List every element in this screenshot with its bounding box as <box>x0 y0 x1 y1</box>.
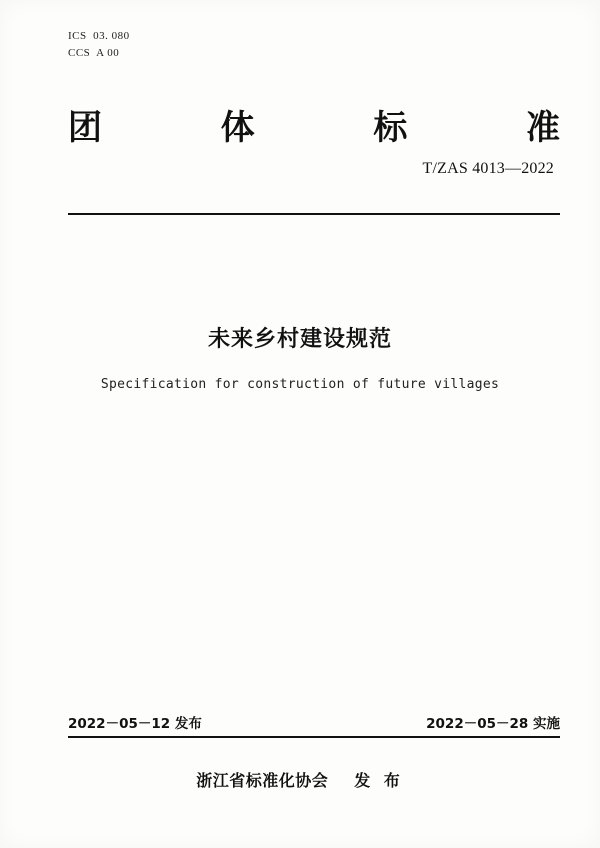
title-char-4: 准 <box>525 108 560 148</box>
implementation-date: 2022－05－28 实施 <box>426 716 560 732</box>
document-title-chinese: 未来乡村建设规范 <box>207 327 392 352</box>
ics-code: ICS 03. 080 <box>68 30 130 42</box>
title-char-3: 标 <box>373 108 408 148</box>
title-char-2: 体 <box>220 108 255 148</box>
publisher-line <box>0 768 600 791</box>
standard-number: T/ZAS 4013—2022 <box>422 160 554 177</box>
publisher-verb: 发 布 <box>354 771 404 790</box>
classification-codes <box>68 28 130 62</box>
issue-date: 2022－05－12 发布 <box>68 716 202 732</box>
footer-divider <box>68 736 560 738</box>
publisher-name: 浙江省标准化协会 <box>196 771 329 790</box>
header-divider <box>68 213 560 215</box>
date-row <box>68 712 560 732</box>
title-char-1: 团 <box>68 108 102 148</box>
document-title-english: Specification for construction of future villages <box>100 377 500 392</box>
ccs-code: CCS A 00 <box>68 47 120 60</box>
standard-type-title <box>68 100 560 149</box>
